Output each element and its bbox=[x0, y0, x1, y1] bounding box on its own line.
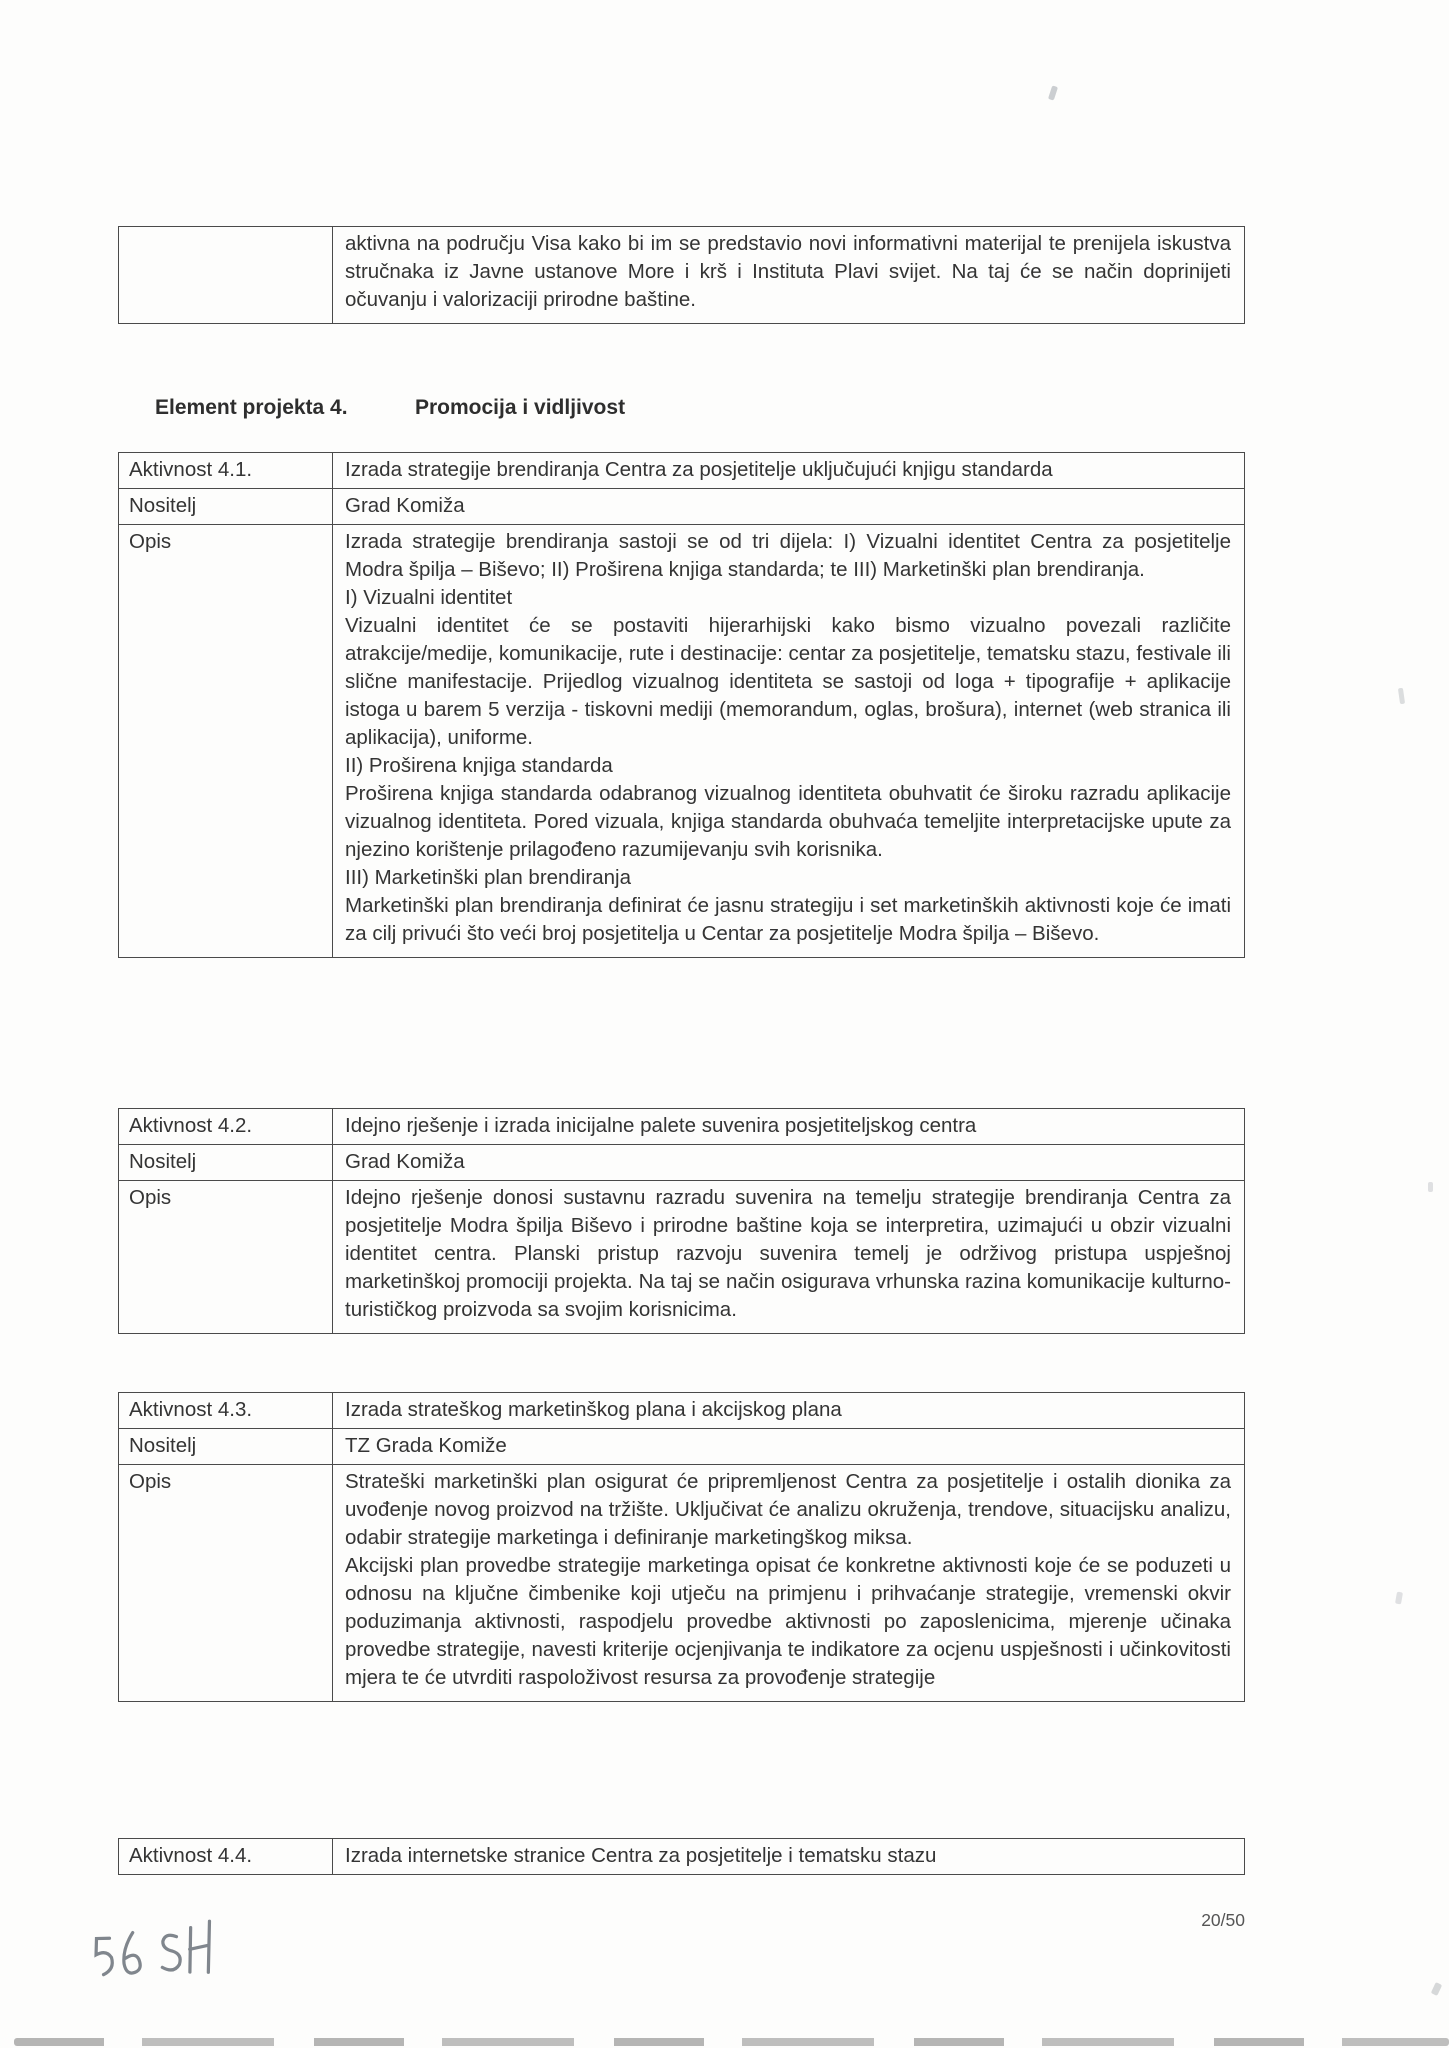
continuation-text-cell bbox=[333, 227, 1245, 324]
activity-title: Izrada strategije brendiranja Centra za posjetitelje uključujući knjigu standarda bbox=[333, 453, 1245, 489]
handwritten-note bbox=[85, 1915, 232, 1999]
opis-paragraph: Akcijski plan provedbe strategije marketinga opisat će konkretne aktivnosti koje će se poduzeti u odnosu na ključne čimbenike koji utječu na primjenu i prihvaćanje strategije, vremenski okvir poduzimanja aktivnosti, raspodjelu provedbe aktivnosti po zaposlenicima, mjerenje učinaka provedbe strategije, navesti kriterije ocjenjivanja te indikatore za ocjenu uspješnosti i učinkovitosti mjera te će utvrditi raspoloživost resursa za provođenje strategije bbox=[345, 1554, 1231, 1689]
activity-id: Aktivnost 4.3. bbox=[119, 1393, 333, 1429]
handwriting-strokes bbox=[85, 1915, 232, 1999]
continuation-empty-cell bbox=[119, 227, 333, 324]
continuation-text: aktivna na području Visa kako bi im se predstavio novi informativni materijal te prenijela iskustva stručnaka iz Javne ustanove More i krš i Instituta Plavi svijet. Na taj će se način doprinijeti očuvanju i valorizaciji prirodne baštine. bbox=[345, 232, 1231, 311]
nositelj-value: Grad Komiža bbox=[333, 1145, 1245, 1181]
opis-paragraph: II) Proširena knjiga standarda bbox=[345, 754, 613, 777]
opis-paragraph: Strateški marketinški plan osigurat će pripremljenost Centra za posjetitelje i ostalih dionika za uvođenje novog proizvod na tržište. Uključivat će analizu okruženja, trendove, situacijsku analizu, odabir strategije marketinga i definiranje marketingškog miksa. bbox=[345, 1470, 1231, 1549]
continuation-table bbox=[118, 226, 1245, 324]
opis-label: Opis bbox=[119, 525, 333, 958]
activity-title: Izrada internetske stranice Centra za posjetitelje i tematsku stazu bbox=[333, 1839, 1245, 1875]
activity-id: Aktivnost 4.2. bbox=[119, 1109, 333, 1145]
nositelj-value: TZ Grada Komiže bbox=[333, 1429, 1245, 1465]
section-heading bbox=[155, 396, 625, 420]
section-heading-title: Promocija i vidljivost bbox=[415, 396, 626, 419]
opis-paragraph: Vizualni identitet će se postaviti hijerarhijski kako bismo vizualno povezali različite atrakcije/medije, komunikacije, rute i destinacije: centar za posjetitelje, tematsku stazu, festivale ili slične manifestacije. Prijedlog vizualnog identiteta se sastoji od loga + tipografije + aplikacije istoga u barem 5 verzija - tiskovni mediji (memorandum, oglas, brošura), internet (web stranica ili aplikacija), uniforme. bbox=[345, 614, 1231, 749]
nositelj-label: Nositelj bbox=[119, 489, 333, 525]
opis-paragraph: III) Marketinški plan brendiranja bbox=[345, 866, 631, 889]
activity-table-4-2 bbox=[118, 1108, 1245, 1334]
activity-title: Idejno rješenje i izrada inicijalne palete suvenira posjetiteljskog centra bbox=[333, 1109, 1245, 1145]
opis-value bbox=[333, 525, 1245, 958]
activity-table-4-3 bbox=[118, 1392, 1245, 1702]
opis-paragraph: Marketinški plan brendiranja definirat će jasnu strategiju i set marketinških aktivnosti koje će imati za cilj privući što veći broj posjetitelja u Centar za posjetitelje Modra špilja – Biševo. bbox=[345, 894, 1231, 945]
opis-paragraph: I) Vizualni identitet bbox=[345, 586, 513, 609]
section-heading-label: Element projekta 4. bbox=[155, 396, 348, 419]
opis-paragraph: Idejno rješenje donosi sustavnu razradu suvenira na temelju strategije brendiranja Centra za posjetitelje Modra špilja Biševo i prirodne baštine koja se interpretira, uzimajući u obzir vizualni identitet centra. Planski pristup razvoju suvenira temelj je održivog pristupa uspješnoj marketinškoj promociji projekta. Na taj se način osigurava vrhunska razina komunikacije kulturno-turističkog proizvoda sa svojim korisnicima. bbox=[345, 1186, 1231, 1321]
activity-id: Aktivnost 4.4. bbox=[119, 1839, 333, 1875]
scan-artifact bbox=[1395, 1592, 1403, 1605]
activity-title: Izrada strateškog marketinškog plana i akcijskog plana bbox=[333, 1393, 1245, 1429]
opis-paragraph: Proširena knjiga standarda odabranog vizualnog identiteta obuhvatit će široku razradu aplikacije vizualnog identiteta. Pored vizuala, knjiga standarda obuhvaća temeljite interpretacijske upute za njezino korištenje prilagođeno razumijevanju svih korisnika. bbox=[345, 782, 1231, 861]
nositelj-label: Nositelj bbox=[119, 1145, 333, 1181]
scan-edge-artifact bbox=[14, 2038, 1449, 2046]
opis-label: Opis bbox=[119, 1465, 333, 1702]
opis-paragraph: Izrada strategije brendiranja sastoji se od tri dijela: I) Vizualni identitet Centra za posjetitelje Modra špilja – Biševo; II) Proširena knjiga standarda; te III) Marketinški plan brendiranja. bbox=[345, 530, 1231, 581]
page-number: 20/50 bbox=[1201, 1910, 1245, 1930]
scan-artifact bbox=[1398, 688, 1405, 705]
scan-artifact bbox=[1428, 1182, 1433, 1192]
scan-artifact bbox=[1431, 1982, 1442, 1996]
nositelj-label: Nositelj bbox=[119, 1429, 333, 1465]
opis-label: Opis bbox=[119, 1181, 333, 1334]
activity-table-4-1 bbox=[118, 452, 1245, 958]
opis-value bbox=[333, 1181, 1245, 1334]
opis-value bbox=[333, 1465, 1245, 1702]
nositelj-value: Grad Komiža bbox=[333, 489, 1245, 525]
activity-table-4-4 bbox=[118, 1838, 1245, 1875]
activity-id: Aktivnost 4.1. bbox=[119, 453, 333, 489]
scan-artifact bbox=[1048, 85, 1058, 100]
